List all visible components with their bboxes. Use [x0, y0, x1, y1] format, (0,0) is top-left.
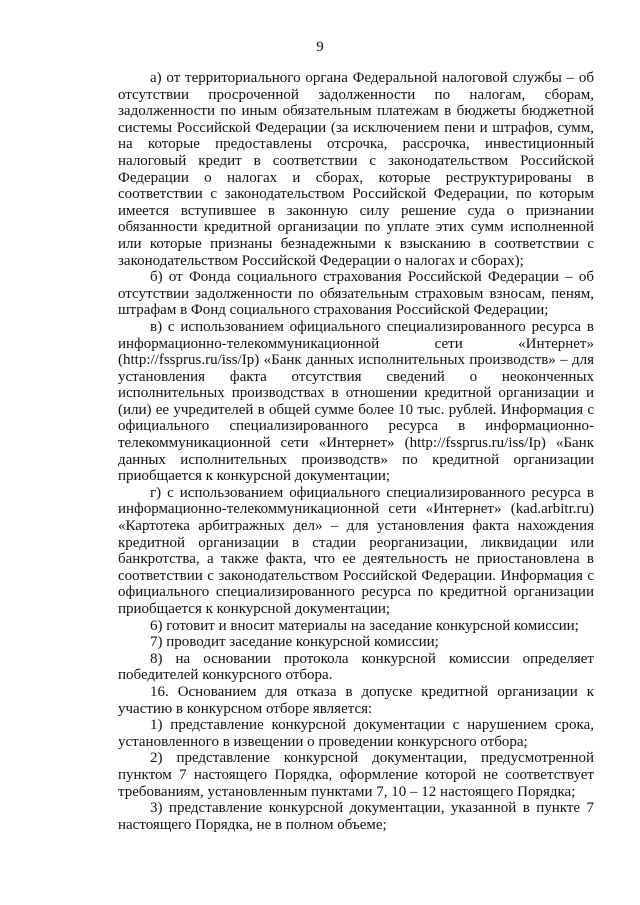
paragraph-v-enforcement-bank: в) с использованием официального специализированного ресурса в информационно-телекоммуникационной сети «Интернет» (http://fssprus.ru/iss/Ip) «Банк данных исполнительных производств» – для установления факта отсутствия сведений о неоконченных исполнительных производствах в отношении кредитной организации и (или) ее учредителей в общей сумме более 10 тыс. рублей. Информация с официального специализированного ресурса в информационно-телекоммуникационной сети «Интернет» (http://fssprus.ru/iss/Ip) «Банк данных исполнительных производств» по кредитной организации приобщается к конкурсной документации; [118, 318, 594, 485]
body-text [118, 70, 594, 833]
paragraph-16-refusal-grounds: 16. Основанием для отказа в допуске кредитной организации к участию в конкурсном отборе является: [118, 683, 594, 717]
paragraph-g-arbitration-cases: г) с использованием официального специализированного ресурса в информационно-телекоммуникационной сети «Интернет» (kad.arbitr.ru) «Картотека арбитражных дел» – для установления факта нахождения кредитной организации в стадии реорганизации, ликвидации или банкротства, а также факта, что ее деятельность не приостановлена в соответствии с законодательством Российской Федерации. Информация с официального специализированного ресурса по кредитной организации приобщается к конкурсной документации; [118, 484, 594, 617]
paragraph-1-deadline: 1) представление конкурсной документации с нарушением срока, установленного в извещении о проведении конкурсного отбора; [118, 717, 594, 750]
paragraph-2-requirements: 2) представление конкурсной документации, предусмотренной пунктом 7 настоящего Порядка, оформление которой не соответствует требованиям, установленным пунктами 7, 10 – 12 настоящего Порядка; [118, 750, 594, 800]
paragraph-7-meeting: 7) проводит заседание конкурсной комиссии; [150, 634, 439, 651]
paragraph-a-tax-service: а) от территориального органа Федеральной налоговой службы – об отсутствии просроченной задолженности по налогам, сборам, задолженности по иным обязательным платежам в бюджеты бюджетной системы Российской Федерации (за исключением пени и штрафов, сумм, на которые предоставлены отсрочка, рассрочка, инвестиционный налоговый кредит в соответствии с законодательством Российской Федерации о налогах и сборах, которые реструктурированы в соответствии с законодательством Российской Федерации, по которым имеется вступившее в законную силу решение суда о признании обязанности кредитной организации по уплате этих сумм исполненной или которые признаны безнадежными к взысканию в соответствии с законодательством Российской Федерации о налогах и сборах); [118, 70, 594, 269]
paragraph-3-incomplete: 3) представление конкурсной документации, указанной в пункте 7 настоящего Порядка, не в полном объеме; [118, 800, 594, 833]
paragraph-6-materials: 6) готовит и вносит материалы на заседание конкурсной комиссии; [150, 617, 579, 634]
page-number: 9 [316, 39, 324, 55]
paragraph-8-winners: 8) на основании протокола конкурсной комиссии определяет победителей конкурсного отбора. [118, 650, 594, 684]
paragraph-b-social-insurance: б) от Фонда социального страхования Российской Федерации – об отсутствии задолженности по обязательным страховым взносам, пеням, штрафам в Фонд социального страхования Российской Федерации; [118, 269, 594, 319]
